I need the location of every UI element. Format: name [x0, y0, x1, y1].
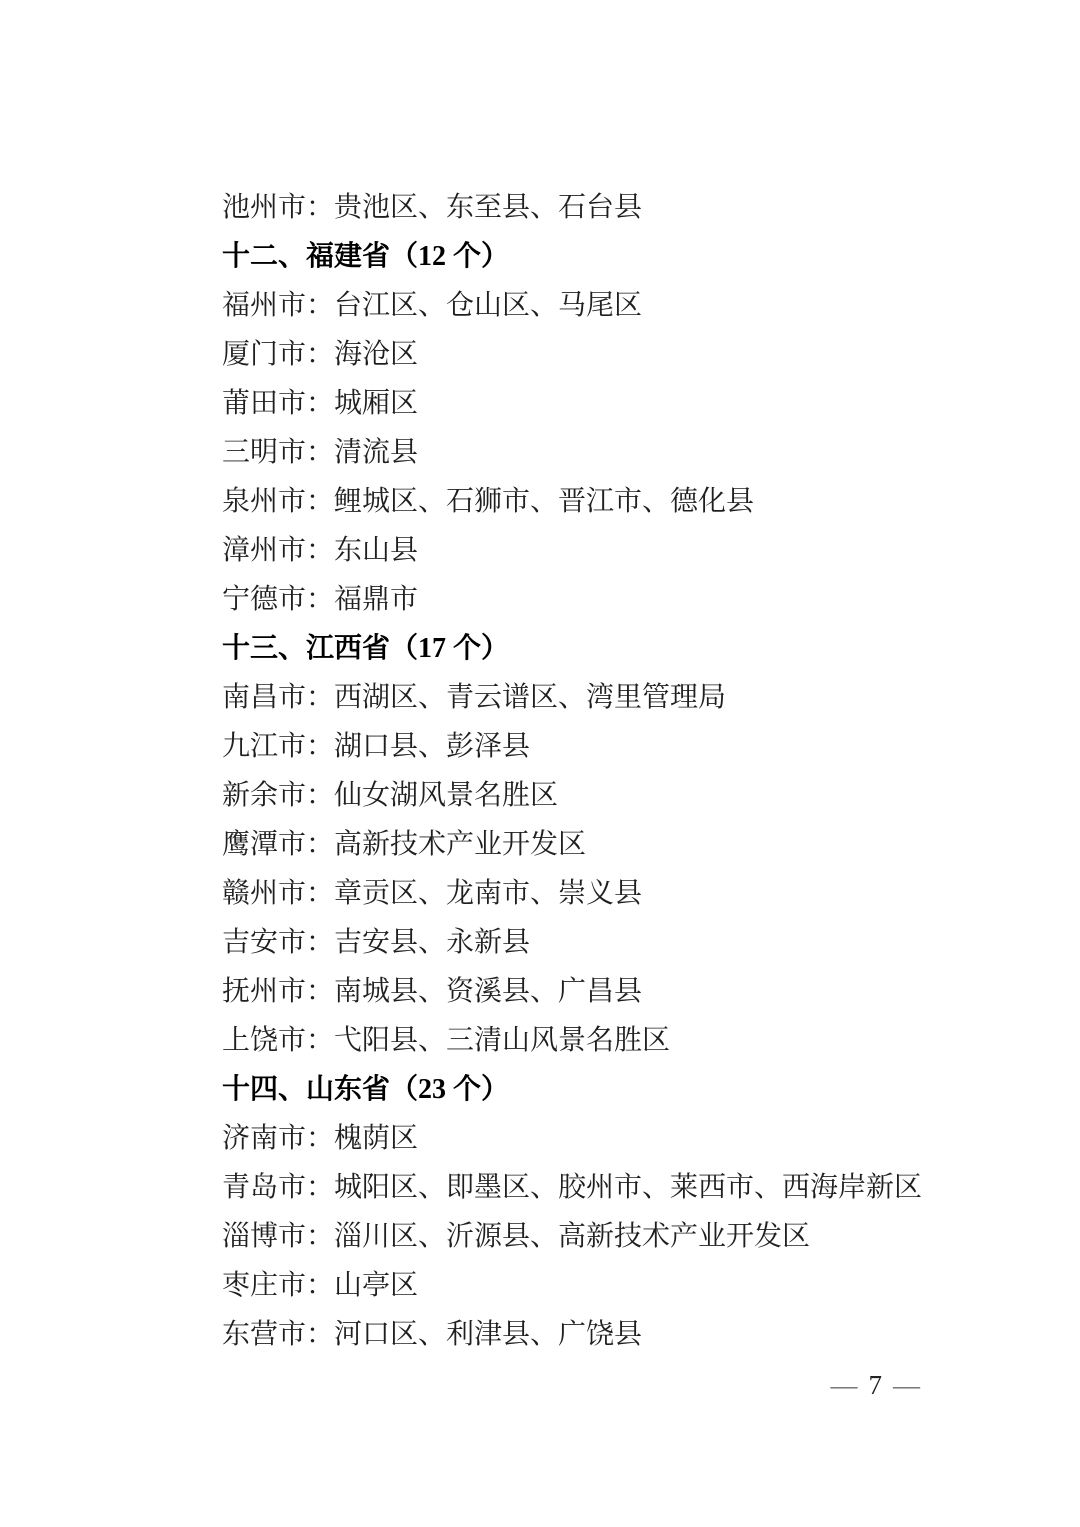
entry-quanzhou: 泉州市：鲤城区、石狮市、晋江市、德化县 — [222, 486, 755, 517]
entry-putian: 莆田市：城厢区 — [222, 388, 419, 419]
entry-chizhou: 池州市：贵池区、东至县、石台县 — [222, 192, 643, 223]
entry-yingtan: 鹰潭市：高新技术产业开发区 — [222, 829, 587, 860]
document-body — [222, 183, 1040, 1359]
entry-sanming: 三明市：清流县 — [222, 437, 419, 468]
entry-nanchang: 南昌市：西湖区、青云谱区、湾里管理局 — [222, 682, 727, 713]
entry-xiamen: 厦门市：海沧区 — [222, 339, 419, 370]
page-number: 7 — [868, 1370, 882, 1400]
entry-jinan: 济南市：槐荫区 — [222, 1123, 419, 1154]
entry-zaozhuang: 枣庄市：山亭区 — [222, 1270, 419, 1301]
entry-fuzhou: 福州市：台江区、仓山区、马尾区 — [222, 290, 643, 321]
entry-shangrao: 上饶市：弋阳县、三清山风景名胜区 — [222, 1025, 671, 1056]
entry-ganzhou: 赣州市：章贡区、龙南市、崇义县 — [222, 878, 643, 909]
entry-jian: 吉安市：吉安县、永新县 — [222, 927, 531, 958]
entry-jiujiang: 九江市：湖口县、彭泽县 — [222, 731, 531, 762]
entry-fuzhou-jx: 抚州市：南城县、资溪县、广昌县 — [222, 976, 643, 1007]
entry-zhangzhou: 漳州市：东山县 — [222, 535, 419, 566]
footer-dash-right: — — [893, 1370, 920, 1400]
heading-shandong-province: 十四、山东省（23 个） — [222, 1074, 510, 1105]
entry-dongying: 东营市：河口区、利津县、广饶县 — [222, 1319, 643, 1350]
entry-ningde: 宁德市：福鼎市 — [222, 584, 419, 615]
entry-zibo: 淄博市：淄川区、沂源县、高新技术产业开发区 — [222, 1221, 811, 1252]
entry-qingdao: 青岛市：城阳区、即墨区、胶州市、莱西市、西海岸新区 — [222, 1172, 923, 1203]
footer-dash-left: — — [830, 1370, 858, 1400]
page-footer — [831, 1366, 921, 1404]
heading-jiangxi-province: 十三、江西省（17 个） — [222, 633, 510, 664]
heading-fujian-province: 十二、福建省（12 个） — [222, 241, 510, 272]
entry-xinyu: 新余市：仙女湖风景名胜区 — [222, 780, 559, 811]
